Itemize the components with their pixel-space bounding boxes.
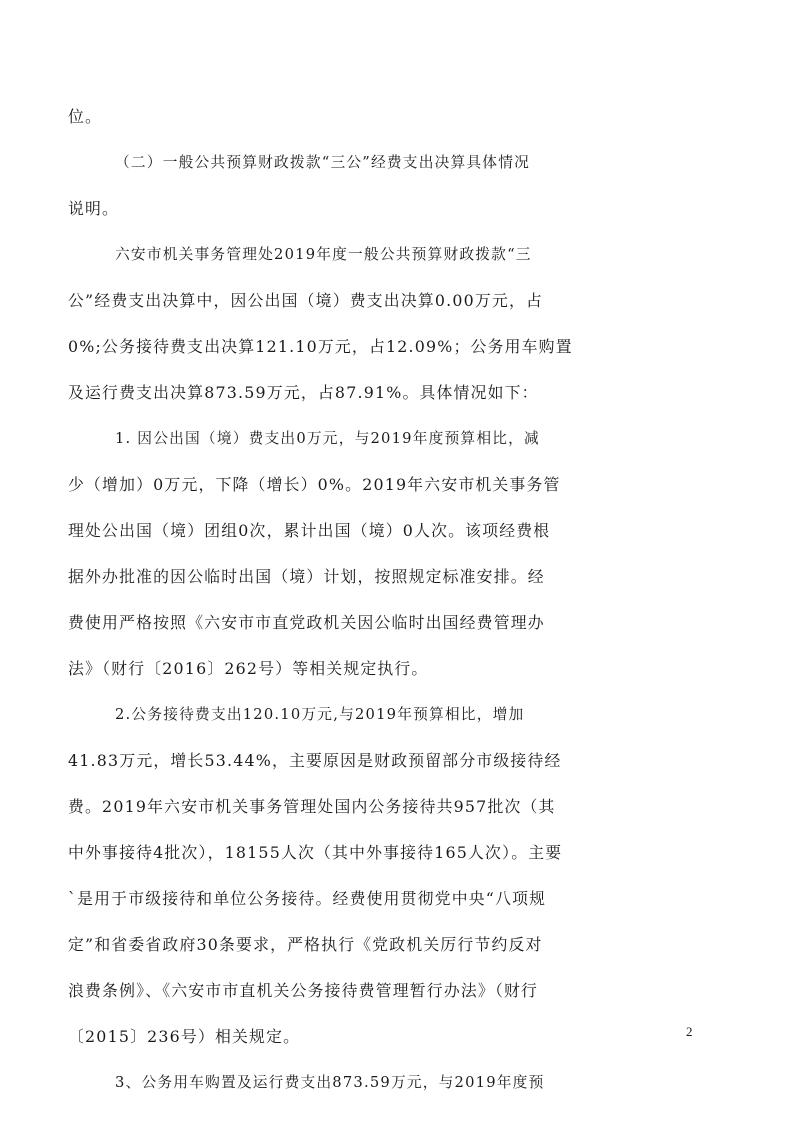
body-line-5: 公”经费支出决算中，因公出国（境）费支出决算0.00万元，占 [68,291,544,310]
item-3-line-1: 3、公务用车购置及运行费支出873.59万元，与2019年度预 [115,1074,545,1091]
item-1-line-6: 法》（财行〔2016〕262号）等相关规定执行。 [68,659,429,678]
item-1-line-5: 费使用严格按照《六安市市直党政机关因公临时出国经费管理办 [68,613,545,632]
item-2-line-2: 41.83万元，增长53.44%，主要原因是财政预留部分市级接待经 [68,751,562,770]
item-2-line-4: 中外事接待4批次），18155人次（其中外事接待165人次）。主要 [68,843,563,862]
item-2-line-3: 费。2019年六安市机关事务管理处国内公务接待共957批次（其 [68,797,556,816]
body-line-6: 0%;公务接待费支出决算121.10万元，占12.09%；公务用车购置 [68,337,573,356]
item-2-line-1: 2.公务接待费支出120.10万元,与2019年预算相比，增加 [115,706,525,723]
body-line-7: 及运行费支出决算873.59万元，占87.91%。具体情况如下： [68,383,539,402]
section-heading-line-1: （二）一般公共预算财政拨款“三公”经费支出决算具体情况 [115,154,531,171]
page-number: 2 [686,1024,693,1039]
item-1-line-4: 据外办批准的因公临时出国（境）计划，按照规定标准安排。经 [68,567,545,586]
section-heading-line-2: 说明。 [68,199,120,218]
body-line-1: 位。 [68,107,103,126]
item-2-line-8: 〔2015〕236号）相关规定。 [68,1027,301,1046]
item-2-line-6: 定”和省委省政府30条要求，严格执行《党政机关厉行节约反对 [68,935,543,954]
item-2-line-7: 浪费条例》、《六安市市直机关公务接待费管理暂行办法》（财行 [68,981,539,1000]
item-1-line-3: 理处公出国（境）团组0次，累计出国（境）0人次。该项经费根 [68,521,551,540]
item-1-line-2: 少（增加）0万元，下降（增长）0%。2019年六安市机关事务管 [68,475,561,494]
item-1-line-1: 1. 因公出国（境）费支出0万元，与2019年度预算相比，减 [115,430,540,447]
body-line-4: 六安市机关事务管理处2019年度一般公共预算财政拨款“三 [115,246,532,263]
item-2-line-5: `是用于市级接待和单位公务接待。经费使用贯彻党中央“八项规 [68,889,547,908]
